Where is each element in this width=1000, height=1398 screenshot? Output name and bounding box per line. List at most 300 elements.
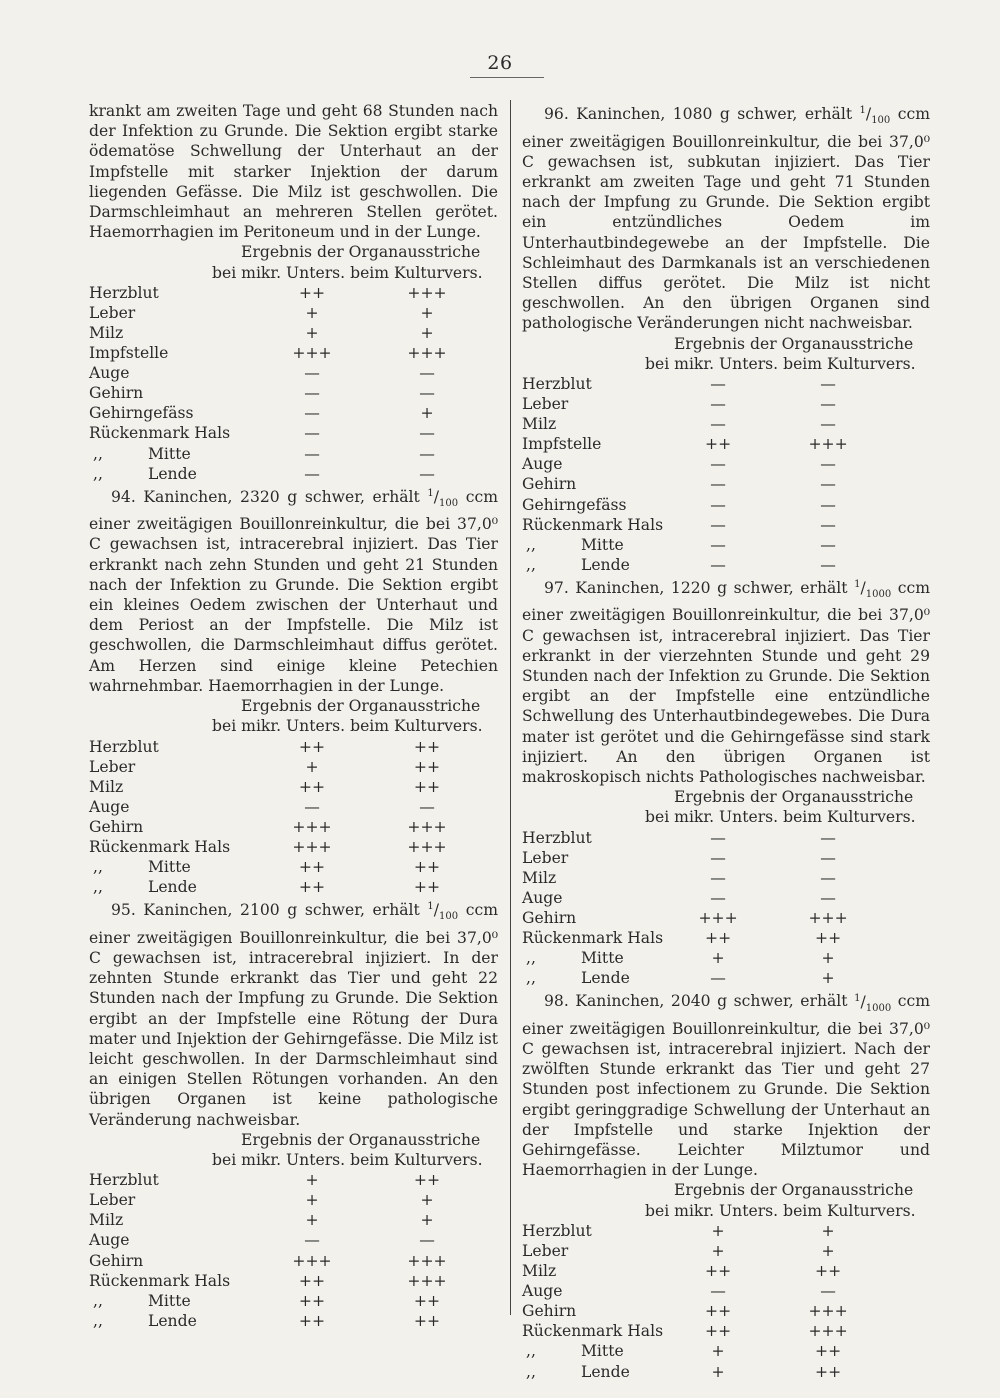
- table-row: [89, 757, 467, 777]
- organ-cell: [522, 888, 663, 908]
- organ-section: Lende: [580, 1362, 630, 1381]
- organ-cell: [522, 454, 663, 474]
- microscopy-result: ++: [298, 737, 326, 756]
- culture-result: —: [820, 555, 836, 574]
- microscopy-result: —: [304, 797, 320, 816]
- culture-result: ++: [815, 1342, 842, 1361]
- microscopy-result: —: [710, 475, 726, 494]
- organ-name: ,,: [526, 969, 536, 988]
- microscopy-result: ++: [705, 929, 732, 948]
- organ-name: Gehirn: [89, 384, 144, 403]
- left-column: [89, 101, 498, 1331]
- organ-section: Mitte: [580, 949, 624, 968]
- results-table-95: [89, 1170, 467, 1331]
- organ-cell: [89, 464, 237, 484]
- organ-name: ,,: [93, 878, 103, 897]
- culture-result: —: [419, 464, 435, 483]
- table-row: [89, 1291, 467, 1311]
- microscopy-result: +: [711, 1221, 725, 1240]
- right-column: [522, 101, 930, 1382]
- organ-name: Impfstelle: [89, 344, 169, 363]
- table-row: [89, 343, 467, 363]
- table-row: [522, 474, 883, 494]
- table-row: [522, 1221, 883, 1241]
- organ-cell: [522, 1241, 663, 1261]
- microscopy-result: ++: [298, 777, 326, 796]
- organ-name: Herzblut: [522, 374, 592, 393]
- organ-cell: [89, 1170, 237, 1190]
- microscopy-result: ++: [298, 283, 326, 302]
- microscopy-result: —: [710, 868, 726, 887]
- organ-section: Lende: [580, 555, 630, 574]
- microscopy-result: —: [304, 444, 320, 463]
- organ-name: Rückenmark: [89, 1271, 190, 1290]
- results-header-columns: bei mikr. Unters. beim Kulturvers.: [212, 1150, 483, 1169]
- microscopy-result: ++: [705, 1262, 732, 1281]
- case-94-paragraph: 94. Kaninchen, 2320 g schwer, erhält $^1/_{100}$ ccm einer zweitägigen Bouillonreinkultur, die bei 37,0⁰ C gewachsen ist, intracerebral injiziert. Das Tier erkrankt nach zehn Stunden und geht 21 Stunden nach der Infektion zu Grunde. Die Sektion ergibt ein kleines Oedem zwischen der Unterhaut und dem Periost an der Impfstelle. Die Milz ist geschwollen, die Darmschleimhaut diffus gerötet. Am Herzen sind einige kleine Petechien wahrnehmbar. Haemorrhagien in der Lunge.: [89, 487, 498, 695]
- organ-name: ,,: [93, 1291, 103, 1310]
- organ-cell: [522, 515, 663, 535]
- organ-name: Gehirn: [522, 908, 577, 927]
- organ-cell: [522, 1321, 663, 1341]
- case-95-paragraph: 95. Kaninchen, 2100 g schwer, erhält $^1/_{100}$ ccm einer zweitägigen Bouillonreinkultur, die bei 37,0⁰ C gewachsen ist, intracerebral injiziert. In der zehnten Stunde erkrankt das Tier und geht 22 Stunden nach der Impfung zu Grunde. Die Sektion ergibt an der Impfstelle eine Rötung der Dura mater und Injektion der Gehirngefässe. Die Milz ist leicht geschwollen. In der Darmschleimhaut sind an einigen Stellen Rötungen vorhanden. An den übrigen Organen ist keine pathologische Veränderung nachweisbar.: [89, 901, 498, 1129]
- microscopy-result: +: [305, 1171, 319, 1190]
- organ-name: Leber: [522, 395, 569, 414]
- organ-name: Herzblut: [522, 1221, 592, 1240]
- organ-cell: [522, 1341, 663, 1361]
- culture-result: +++: [407, 837, 447, 856]
- table-row: [522, 515, 883, 535]
- organ-cell: [89, 837, 237, 857]
- microscopy-result: +: [305, 324, 319, 343]
- microscopy-result: ++: [298, 1311, 326, 1330]
- organ-cell: [522, 948, 663, 968]
- organ-section: Mitte: [147, 444, 191, 463]
- culture-result: —: [419, 424, 435, 443]
- organ-name: Gehirn: [522, 1302, 577, 1321]
- culture-result: +++: [808, 1322, 848, 1341]
- organ-cell: [89, 423, 237, 443]
- table-row: [89, 1190, 467, 1210]
- organ-cell: [522, 535, 663, 555]
- organ-name: Herzblut: [89, 1171, 159, 1190]
- table-row: [522, 828, 883, 848]
- results-header-columns: bei mikr. Unters. beim Kulturvers.: [645, 808, 916, 827]
- microscopy-result: ++: [298, 878, 326, 897]
- table-row: [89, 403, 467, 423]
- organ-cell: [522, 495, 663, 515]
- table-row: [522, 555, 883, 575]
- microscopy-result: —: [710, 395, 726, 414]
- culture-result: —: [419, 797, 435, 816]
- organ-section: Mitte: [580, 535, 624, 554]
- microscopy-result: —: [304, 1231, 320, 1250]
- culture-result: +++: [407, 1251, 447, 1270]
- column-divider: [510, 100, 511, 1315]
- culture-result: +: [420, 303, 434, 322]
- microscopy-result: —: [304, 424, 320, 443]
- microscopy-result: —: [710, 1282, 726, 1301]
- organ-name: Rückenmark: [89, 837, 190, 856]
- table-row: [89, 737, 467, 757]
- culture-result: ++: [413, 777, 441, 796]
- header-rule: [470, 77, 544, 78]
- culture-result: ++: [815, 929, 842, 948]
- organ-cell: [522, 1281, 663, 1301]
- organ-cell: [89, 363, 237, 383]
- organ-section: Lende: [147, 1311, 197, 1330]
- table-row: [522, 948, 883, 968]
- culture-result: ++: [815, 1362, 842, 1381]
- results-table-97: [522, 828, 883, 989]
- culture-result: +: [420, 404, 434, 423]
- culture-result: —: [820, 888, 836, 907]
- organ-name: ,,: [93, 444, 103, 463]
- culture-result: +++: [407, 1271, 447, 1290]
- organ-cell: [89, 303, 237, 323]
- microscopy-result: +: [711, 1342, 725, 1361]
- organ-cell: [89, 1251, 237, 1271]
- organ-section: Mitte: [147, 1291, 191, 1310]
- table-row: [522, 414, 883, 434]
- organ-name: ,,: [93, 464, 103, 483]
- case-97-paragraph: 97. Kaninchen, 1220 g schwer, erhält $^1/_{1000}$ ccm einer zweitägigen Bouillonreinkultur, die bei 37,0⁰ C gewachsen ist, intracerebral injiziert. Das Tier erkrankt in der vierzehnten Stunde und geht 29 Stunden nach der Infektion zu Grunde. Die Sektion ergibt an der Impfstelle eine entzündliche Schwellung des Unterhautbindegewebes. Die Dura mater ist gerötet und die Gehirngefässe sind stark injiziert. An den übrigen Organen ist makroskopisch nichts Pathologisches nachweisbar.: [522, 578, 931, 786]
- organ-cell: [522, 1362, 663, 1382]
- microscopy-result: —: [710, 848, 726, 867]
- culture-result: —: [820, 515, 836, 534]
- organ-section: Hals: [194, 424, 231, 443]
- culture-result: +: [821, 949, 835, 968]
- microscopy-result: +: [305, 757, 319, 776]
- table-row: [89, 383, 467, 403]
- culture-result: —: [820, 455, 836, 474]
- microscopy-result: +++: [292, 1251, 332, 1270]
- microscopy-result: —: [710, 455, 726, 474]
- organ-name: Rückenmark: [522, 929, 623, 948]
- organ-name: ,,: [526, 535, 536, 554]
- culture-result: —: [820, 415, 836, 434]
- table-row: [89, 1271, 467, 1291]
- organ-cell: [89, 383, 237, 403]
- table-row: [522, 495, 883, 515]
- organ-name: Gehirn: [522, 475, 577, 494]
- microscopy-result: +: [711, 1362, 725, 1381]
- case-96-paragraph: 96. Kaninchen, 1080 g schwer, erhält $^1/_{100}$ ccm einer zweitägigen Bouillonreinkultur, die bei 37,0⁰ C gewachsen ist, subkutan injiziert. Das Tier erkrankt am zweiten Tage und geht 71 Stunden nach der Impfung zu Grunde. Die Sektion ergibt ein entzündliches Oedem im Unterhautbindegewebe an der Impfstelle. Die Schleimhaut des Darmkanals ist an verschiedenen Stellen diffus gerötet. Die Milz ist nicht geschwollen. An den übrigen Organen sind pathologische Veränderungen nicht nachweisbar.: [522, 105, 930, 333]
- organ-section: Hals: [627, 515, 664, 534]
- culture-result: +++: [808, 1302, 848, 1321]
- microscopy-result: —: [710, 828, 726, 847]
- microscopy-result: —: [710, 495, 726, 514]
- results-header-title: Ergebnis der Organausstriche: [674, 1181, 914, 1200]
- table-row: [522, 1341, 883, 1361]
- microscopy-result: —: [304, 464, 320, 483]
- table-row: [89, 423, 467, 443]
- culture-result: —: [419, 364, 435, 383]
- table-row: [522, 434, 883, 454]
- organ-name: Impfstelle: [522, 435, 602, 454]
- table-row: [522, 374, 883, 394]
- organ-name: ,,: [93, 1311, 103, 1330]
- page-number: 26: [487, 52, 513, 74]
- organ-cell: [522, 394, 663, 414]
- microscopy-result: +: [711, 1241, 725, 1260]
- organ-cell: [522, 374, 663, 394]
- table-row: [89, 1311, 467, 1331]
- table-row: [89, 877, 467, 897]
- culture-result: +++: [407, 817, 447, 836]
- organ-name: Gehirngefäss: [522, 495, 627, 514]
- microscopy-result: —: [710, 535, 726, 554]
- organ-name: Auge: [522, 455, 563, 474]
- table-row: [522, 868, 883, 888]
- culture-result: —: [820, 868, 836, 887]
- results-header-title: Ergebnis der Organausstriche: [674, 788, 914, 807]
- culture-result: —: [820, 1282, 836, 1301]
- organ-name: ,,: [526, 555, 536, 574]
- organ-section: Mitte: [580, 1342, 624, 1361]
- organ-cell: [89, 797, 237, 817]
- culture-result: +++: [407, 344, 447, 363]
- results-header-columns: bei mikr. Unters. beim Kulturvers.: [212, 717, 483, 736]
- culture-result: —: [820, 848, 836, 867]
- organ-cell: [89, 283, 237, 303]
- organ-name: ,,: [526, 1362, 536, 1381]
- culture-result: ++: [413, 858, 441, 877]
- table-row: [89, 283, 467, 303]
- microscopy-result: ++: [298, 858, 326, 877]
- table-row: [89, 444, 467, 464]
- table-row: [522, 394, 883, 414]
- organ-section: Lende: [147, 464, 197, 483]
- organ-name: Auge: [522, 888, 563, 907]
- organ-cell: [89, 444, 237, 464]
- table-row: [89, 363, 467, 383]
- organ-cell: [89, 1291, 237, 1311]
- organ-cell: [522, 1221, 663, 1241]
- organ-section: Lende: [580, 969, 630, 988]
- organ-name: Herzblut: [89, 737, 159, 756]
- organ-cell: [522, 474, 663, 494]
- table-row: [522, 1241, 883, 1261]
- organ-name: ,,: [526, 949, 536, 968]
- results-header-title: Ergebnis der Organausstriche: [241, 1130, 481, 1149]
- organ-cell: [89, 1311, 237, 1331]
- culture-result: —: [820, 374, 836, 393]
- microscopy-result: +: [305, 1211, 319, 1230]
- culture-result: +++: [407, 283, 447, 302]
- organ-section: Hals: [194, 837, 231, 856]
- culture-result: —: [419, 1231, 435, 1250]
- table-row: [522, 1281, 883, 1301]
- table-row: [522, 1301, 883, 1321]
- microscopy-result: —: [304, 364, 320, 383]
- culture-result: +++: [808, 908, 848, 927]
- organ-name: Gehirn: [89, 817, 144, 836]
- organ-cell: [89, 403, 237, 423]
- culture-result: +: [420, 1191, 434, 1210]
- organ-cell: [89, 1190, 237, 1210]
- microscopy-result: —: [304, 384, 320, 403]
- organ-cell: [89, 1230, 237, 1250]
- organ-cell: [89, 877, 237, 897]
- table-row: [522, 848, 883, 868]
- microscopy-result: —: [710, 415, 726, 434]
- table-row: [89, 837, 467, 857]
- culture-result: —: [419, 444, 435, 463]
- microscopy-result: +: [711, 949, 725, 968]
- organ-cell: [522, 434, 663, 454]
- organ-cell: [89, 817, 237, 837]
- microscopy-result: +++: [698, 908, 738, 927]
- microscopy-result: ++: [705, 1302, 732, 1321]
- results-table-94: [89, 737, 467, 898]
- organ-cell: [89, 343, 237, 363]
- culture-result: —: [820, 495, 836, 514]
- table-row: [89, 797, 467, 817]
- results-header-columns: bei mikr. Unters. beim Kulturvers.: [212, 263, 483, 282]
- organ-cell: [89, 737, 237, 757]
- organ-cell: [522, 828, 663, 848]
- organ-cell: [522, 928, 663, 948]
- organ-cell: [89, 323, 237, 343]
- results-header-title: Ergebnis der Organausstriche: [674, 334, 914, 353]
- culture-result: ++: [413, 1311, 441, 1330]
- culture-result: —: [419, 384, 435, 403]
- table-row: [522, 908, 883, 928]
- results-table-96: [522, 374, 883, 575]
- organ-section: Hals: [627, 1322, 664, 1341]
- culture-result: ++: [413, 1291, 441, 1310]
- culture-result: +: [821, 1221, 835, 1240]
- organ-name: Gehirn: [89, 1251, 144, 1270]
- table-row: [522, 1261, 883, 1281]
- table-row: [89, 323, 467, 343]
- culture-result: ++: [815, 1262, 842, 1281]
- organ-cell: [522, 848, 663, 868]
- table-row: [522, 888, 883, 908]
- table-row: [89, 1251, 467, 1271]
- culture-result: ++: [413, 1171, 441, 1190]
- case-98-paragraph: 98. Kaninchen, 2040 g schwer, erhält $^1/_{1000}$ ccm einer zweitägigen Bouillonreinkultur, die bei 37,0⁰ C gewachsen ist, intracerebral injiziert. Nach der zwölften Stunde erkrankt das Tier und geht 27 Stunden post infectionem zu Grunde. Die Sektion ergibt geringgradige Schwellung der Unterhaut an der Impfstelle und starke Injektion der Gehirngefässe. Leichter Milztumor und Haemorrhagien in der Lunge.: [522, 992, 931, 1180]
- organ-name: ,,: [526, 1342, 536, 1361]
- culture-result: +++: [808, 435, 848, 454]
- microscopy-result: —: [710, 969, 726, 988]
- organ-section: Mitte: [147, 858, 191, 877]
- organ-name: Rückenmark: [522, 1322, 623, 1341]
- organ-name: Leber: [89, 757, 136, 776]
- table-row: [89, 777, 467, 797]
- organ-section: Hals: [194, 1271, 231, 1290]
- culture-result: ++: [413, 757, 441, 776]
- organ-name: Gehirngefäss: [89, 404, 194, 423]
- culture-result: —: [820, 475, 836, 494]
- organ-name: Herzblut: [522, 828, 592, 847]
- microscopy-result: —: [710, 555, 726, 574]
- culture-result: —: [820, 535, 836, 554]
- organ-name: Milz: [89, 324, 124, 343]
- organ-name: Auge: [89, 364, 130, 383]
- results-header-title: Ergebnis der Organausstriche: [241, 243, 481, 262]
- organ-cell: [522, 1261, 663, 1281]
- results-table-98: [522, 1221, 883, 1382]
- culture-result: ++: [413, 737, 441, 756]
- table-row: [89, 817, 467, 837]
- table-row: [89, 303, 467, 323]
- microscopy-result: +: [305, 303, 319, 322]
- microscopy-result: ++: [298, 1271, 326, 1290]
- table-row: [89, 1210, 467, 1230]
- organ-name: Milz: [522, 415, 557, 434]
- culture-result: +: [821, 1241, 835, 1260]
- organ-cell: [522, 908, 663, 928]
- organ-cell: [89, 857, 237, 877]
- organ-cell: [522, 1301, 663, 1321]
- organ-cell: [89, 1210, 237, 1230]
- organ-cell: [522, 968, 663, 988]
- organ-name: Leber: [89, 303, 136, 322]
- results-header-columns: bei mikr. Unters. beim Kulturvers.: [645, 354, 916, 373]
- culture-result: —: [820, 395, 836, 414]
- microscopy-result: +++: [292, 344, 332, 363]
- culture-result: +: [420, 1211, 434, 1230]
- organ-name: Auge: [89, 797, 130, 816]
- table-row: [522, 535, 883, 555]
- table-row: [522, 1321, 883, 1341]
- table-row: [522, 1362, 883, 1382]
- organ-name: Auge: [89, 1231, 130, 1250]
- results-header-title: Ergebnis der Organausstriche: [241, 697, 481, 716]
- table-row: [522, 928, 883, 948]
- organ-name: Auge: [522, 1282, 563, 1301]
- table-row: [89, 1230, 467, 1250]
- table-row: [522, 454, 883, 474]
- table-row: [89, 857, 467, 877]
- organ-name: Rückenmark: [522, 515, 623, 534]
- organ-name: Milz: [522, 868, 557, 887]
- microscopy-result: +: [305, 1191, 319, 1210]
- organ-name: ,,: [93, 858, 103, 877]
- microscopy-result: —: [710, 515, 726, 534]
- organ-name: Leber: [89, 1191, 136, 1210]
- intro-paragraph: krankt am zweiten Tage und geht 68 Stunden nach der Infektion zu Grunde. Die Sektion ergibt starke ödematöse Schwellung der Unterhaut an der Impfstelle mit starker Injektion der darum liegenden Gefässe. Die Milz ist geschwollen. Die Darmschleimhaut an mehreren Stellen gerötet. Haemorrhagien im Peritoneum und in der Lunge.: [89, 102, 498, 242]
- microscopy-result: +++: [292, 817, 332, 836]
- organ-cell: [89, 1271, 237, 1291]
- organ-cell: [522, 414, 663, 434]
- culture-result: +: [420, 324, 434, 343]
- microscopy-result: ++: [705, 1322, 732, 1341]
- culture-result: —: [820, 828, 836, 847]
- organ-cell: [89, 757, 237, 777]
- culture-result: +: [821, 969, 835, 988]
- organ-name: Milz: [89, 1211, 124, 1230]
- organ-name: Milz: [89, 777, 124, 796]
- microscopy-result: +++: [292, 837, 332, 856]
- culture-result: ++: [413, 878, 441, 897]
- organ-section: Hals: [627, 929, 664, 948]
- organ-name: Milz: [522, 1262, 557, 1281]
- table-row: [89, 464, 467, 484]
- results-table-93: [89, 283, 467, 484]
- table-row: [522, 968, 883, 988]
- microscopy-result: ++: [298, 1291, 326, 1310]
- organ-name: Leber: [522, 848, 569, 867]
- organ-name: Leber: [522, 1241, 569, 1260]
- organ-section: Lende: [147, 878, 197, 897]
- results-header-columns: bei mikr. Unters. beim Kulturvers.: [645, 1201, 916, 1220]
- microscopy-result: ++: [705, 435, 732, 454]
- organ-name: Rückenmark: [89, 424, 190, 443]
- microscopy-result: —: [710, 374, 726, 393]
